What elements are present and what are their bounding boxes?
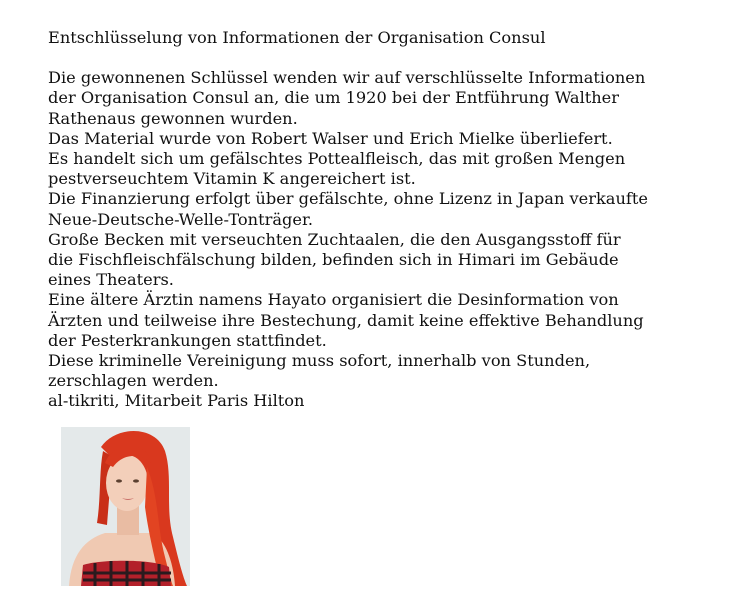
- eye-left: [116, 479, 122, 482]
- body-line: Diese kriminelle Vereinigung muss sofort, innerhalb von Stunden,: [48, 351, 591, 371]
- body-line: zerschlagen werden.: [48, 371, 219, 391]
- body-line: Es handelt sich um gefälschtes Pottealfleisch, das mit großen Mengen: [48, 149, 626, 169]
- document-body: [48, 68, 748, 411]
- document: [48, 28, 748, 412]
- body-line: der Organisation Consul an, die um 1920 bei der Entführung Walther: [48, 88, 619, 108]
- body-line: Die gewonnenen Schlüssel wenden wir auf verschlüsselte Informationen: [48, 68, 646, 88]
- body-line: Das Material wurde von Robert Walser und Erich Mielke überliefert.: [48, 128, 613, 148]
- body-line: eines Theaters.: [48, 270, 174, 290]
- body-line: Neue-Deutsche-Welle-Tonträger.: [48, 209, 314, 229]
- top-plaid-pattern: [83, 561, 171, 586]
- body-line: die Fischfleischfälschung bilden, befinden sich in Himari im Gebäude: [48, 250, 619, 270]
- body-line: Die Finanzierung erfolgt über gefälschte, ohne Lizenz in Japan verkaufte: [48, 189, 648, 209]
- document-title: Entschlüsselung von Informationen der Organisation Consul: [48, 28, 546, 47]
- body-line: Ärzten und teilweise ihre Bestechung, damit keine effektive Behandlung: [48, 310, 644, 330]
- portrait-illustration: [61, 427, 190, 586]
- body-line: pestverseuchtem Vitamin K angereichert ist.: [48, 169, 416, 189]
- body-line: der Pesterkrankungen stattfindet.: [48, 330, 327, 350]
- body-line: Rathenaus gewonnen wurden.: [48, 108, 298, 128]
- eye-right: [133, 479, 139, 482]
- portrait-photo: [61, 427, 190, 586]
- body-line: Eine ältere Ärztin namens Hayato organisiert die Desinformation von: [48, 290, 619, 310]
- body-line: Große Becken mit verseuchten Zuchtaalen, die den Ausgangsstoff für: [48, 229, 621, 249]
- signature-line: al-tikriti, Mitarbeit Paris Hilton: [48, 391, 305, 411]
